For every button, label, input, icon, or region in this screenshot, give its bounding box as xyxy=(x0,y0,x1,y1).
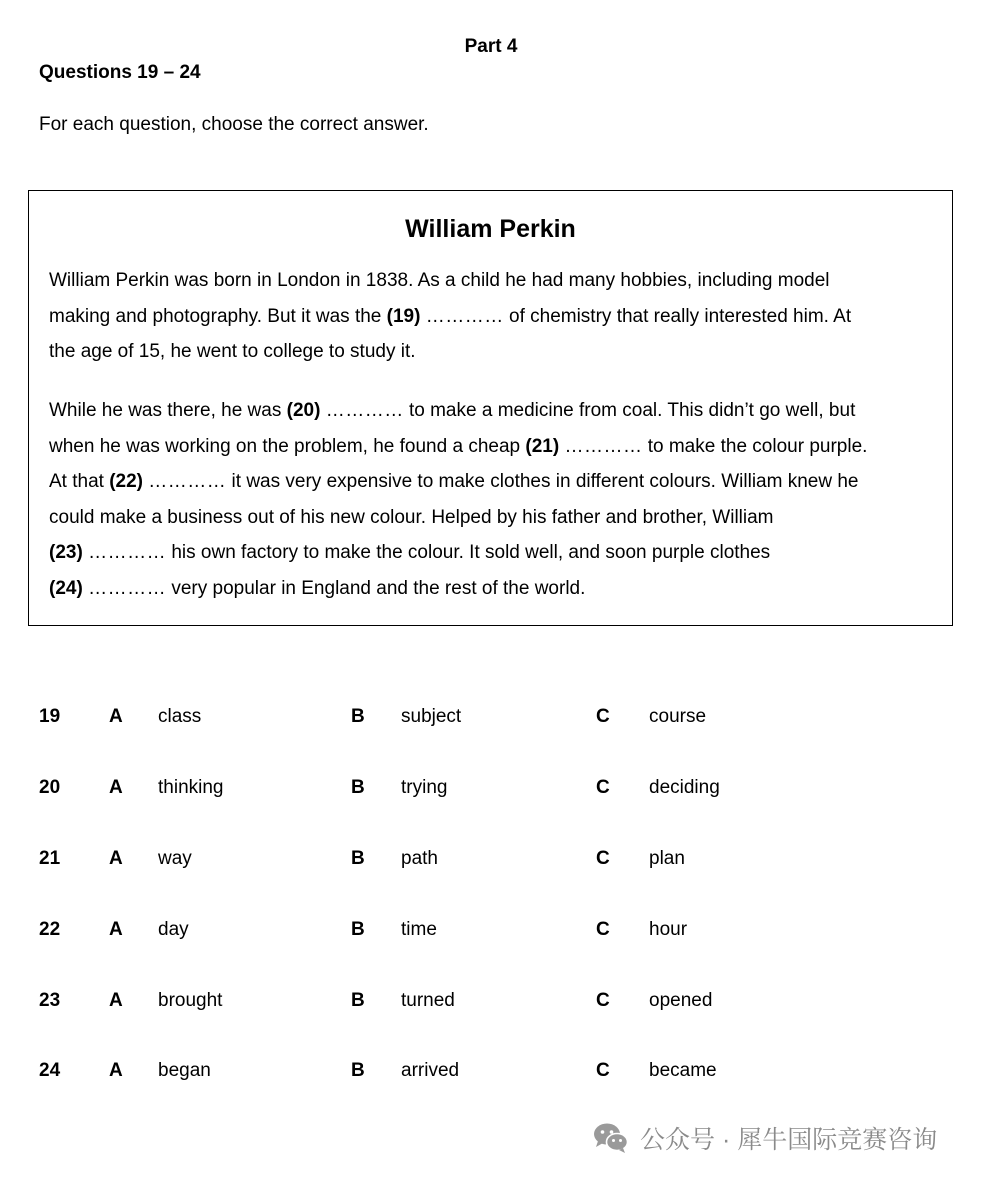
question-row-20 xyxy=(0,777,1008,807)
option-a[interactable]: brought xyxy=(158,990,223,1011)
watermark xyxy=(592,1120,937,1156)
wechat-icon xyxy=(592,1121,630,1155)
instruction-text: For each question, choose the correct answer. xyxy=(39,114,429,135)
blank-21: ………… xyxy=(564,435,643,457)
option-letter-c: C xyxy=(596,848,610,869)
gap-22: (22) xyxy=(109,471,143,492)
blank-19: ………… xyxy=(425,305,504,327)
paragraph-line: At that (22) ………… it was very expensive to make clothes in different colours. William knew he xyxy=(49,471,859,492)
option-b[interactable]: subject xyxy=(401,706,462,727)
gap-19: (19) xyxy=(386,305,421,327)
paragraph-line: (24) ………… very popular in England and the rest of the world. xyxy=(49,577,586,599)
option-letter-b: B xyxy=(351,1060,365,1081)
question-number: 22 xyxy=(39,919,61,940)
option-c[interactable]: hour xyxy=(649,919,688,940)
option-letter-b: B xyxy=(351,777,365,798)
blank-24: ………… xyxy=(88,577,167,599)
option-b[interactable]: arrived xyxy=(401,1060,460,1081)
option-b[interactable]: trying xyxy=(401,777,448,798)
question-number: 20 xyxy=(39,777,61,798)
option-c[interactable]: plan xyxy=(649,848,685,869)
option-letter-a: A xyxy=(109,990,123,1011)
option-letter-c: C xyxy=(596,990,610,1011)
gap-23: (23) xyxy=(49,542,83,563)
option-b[interactable]: path xyxy=(401,848,438,869)
option-letter-c: C xyxy=(596,706,610,727)
paragraph-line: (23) ………… his own factory to make the colour. It sold well, and soon purple clothes xyxy=(49,542,771,563)
option-a[interactable]: day xyxy=(158,919,189,940)
paragraph-line: the age of 15, he went to college to study it. xyxy=(49,341,416,362)
passage-box xyxy=(28,190,953,626)
option-letter-a: A xyxy=(109,848,123,869)
option-letter-b: B xyxy=(351,848,365,869)
option-letter-c: C xyxy=(596,777,610,798)
option-a[interactable]: began xyxy=(158,1060,211,1081)
option-letter-a: A xyxy=(109,777,123,798)
option-c[interactable]: opened xyxy=(649,990,713,1011)
paragraph-line: when he was working on the problem, he found a cheap (21) ………… to make the colour purple. xyxy=(49,435,868,457)
question-number: 24 xyxy=(39,1060,61,1081)
questions-range: Questions 19 – 24 xyxy=(39,62,201,83)
gap-24: (24) xyxy=(49,577,83,599)
option-letter-a: A xyxy=(109,706,123,727)
option-letter-b: B xyxy=(351,990,365,1011)
question-row-23 xyxy=(0,990,1008,1020)
question-number: 21 xyxy=(39,848,61,869)
paragraph-line: could make a business out of his new colour. Helped by his father and brother, William xyxy=(49,506,774,528)
part-title: Part 4 xyxy=(464,36,518,57)
option-b[interactable]: time xyxy=(401,919,437,940)
question-number: 19 xyxy=(39,706,61,727)
gap-21: (21) xyxy=(525,435,560,457)
option-a[interactable]: thinking xyxy=(158,777,224,798)
passage-title: William Perkin xyxy=(405,215,576,243)
paragraph-line: While he was there, he was (20) ………… to make a medicine from coal. This didn’t go well, but xyxy=(49,400,856,421)
option-letter-c: C xyxy=(596,919,610,940)
option-letter-a: A xyxy=(109,1060,123,1081)
option-a[interactable]: way xyxy=(158,848,192,869)
option-letter-a: A xyxy=(109,919,123,940)
blank-23: ………… xyxy=(88,542,167,563)
question-number: 23 xyxy=(39,990,61,1011)
option-letter-b: B xyxy=(351,706,365,727)
question-row-19 xyxy=(0,706,1008,736)
option-letter-b: B xyxy=(351,919,365,940)
option-a[interactable]: class xyxy=(158,706,202,727)
option-b[interactable]: turned xyxy=(401,990,455,1011)
watermark-text: 公众号 · 犀牛国际竞赛咨询 xyxy=(640,1126,938,1154)
paragraph-line: William Perkin was born in London in 1838. As a child he had many hobbies, including model xyxy=(49,270,830,291)
option-c[interactable]: became xyxy=(649,1060,717,1081)
gap-20: (20) xyxy=(286,400,321,421)
question-row-21 xyxy=(0,848,1008,878)
question-row-24 xyxy=(0,1060,1008,1090)
option-c[interactable]: course xyxy=(649,706,707,727)
blank-22: ………… xyxy=(148,471,227,492)
blank-20: ………… xyxy=(325,400,404,421)
paragraph-2 xyxy=(49,393,949,606)
option-c[interactable]: deciding xyxy=(649,777,720,798)
option-letter-c: C xyxy=(596,1060,610,1081)
paragraph-1 xyxy=(49,263,949,370)
question-row-22 xyxy=(0,919,1008,949)
paragraph-line: making and photography. But it was the (19) ………… of chemistry that really interested him. At xyxy=(49,305,852,327)
